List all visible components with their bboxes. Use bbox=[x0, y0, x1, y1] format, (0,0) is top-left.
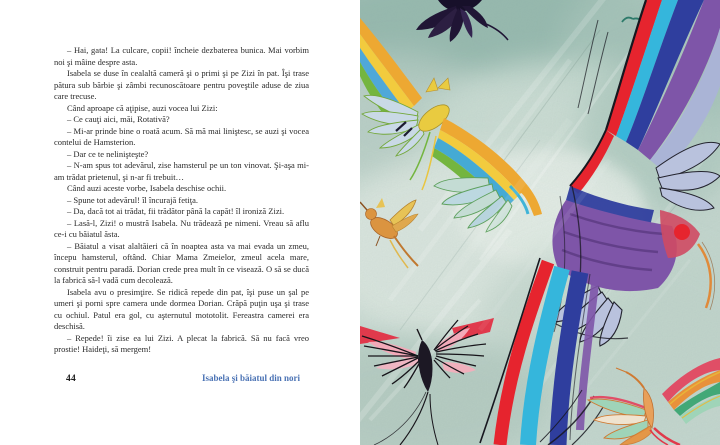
story-text bbox=[54, 45, 309, 356]
paragraph: – Lasă-l, Zizi! o mustră Isabela. Nu trădează pe nimeni. Vreau să aflu ce-i cu băiatul ăsta. bbox=[54, 217, 309, 239]
illustration-page bbox=[360, 0, 720, 445]
paragraph: Isabela se duse în cealaltă cameră şi o primi şi pe Zizi în pat. Îşi trase pătura sub bărbie şi zâmbi recunoscătoare pentru poveştile aduse de ziua care trecuse. bbox=[54, 68, 309, 101]
paragraph: – Ce cauţi aici, măi, Rotativă? bbox=[67, 114, 170, 124]
paragraph: – Da, dacă tot ai trădat, fii trădător până la capăt! îl ironiză Zizi. bbox=[67, 206, 285, 216]
paragraph: – Băiatul a visat alaltăieri că în noaptea asta va mai evada un zmeu, începu hamsterul, oftând. Chiar Mama Zmeielor, zmeul acela mare, construit pentru paradă. Dorian crede prea mult în ce visează. O să se ducă la fabrică să-l vadă cum decolează. bbox=[54, 240, 309, 285]
birds-illustration bbox=[360, 0, 720, 445]
paragraph: – Repede! îi zise ea lui Zizi. A plecat la fabrică. Să nu facă vreo prostie! Haideţi, să mergem! bbox=[54, 332, 309, 354]
book-title: Isabela şi băiatul din nori bbox=[201, 373, 300, 383]
page-footer bbox=[54, 373, 306, 384]
paragraph: – Mi-ar prinde bine o roată acum. Să mă mai liniştesc, se auzi şi vocea contelui de Hamsterion. bbox=[54, 125, 309, 147]
paragraph: – N-am spus tot adevărul, zise hamsterul pe un ton vinovat. Şi-aşa mi-am trădat prietenul, şi n-ar fi trebuit… bbox=[54, 160, 309, 182]
paragraph: – Hai, gata! La culcare, copii! încheie dezbaterea bunica. Mai vorbim noi şi mâine despre asta. bbox=[54, 45, 309, 67]
page-number: 44 bbox=[66, 374, 77, 384]
paragraph: Isabela avu o presimţire. Se ridică repede din pat, îşi puse un şal pe umeri şi porni spre camera unde dormea Dorian. Crăpă puţin uşa şi trase cu ochiul. Patul era gol, cu aşternutul mototolit. Fereastra camerei era deschisă. bbox=[54, 286, 309, 331]
paragraph: Când auzi aceste vorbe, Isabela deschise ochii. bbox=[67, 183, 227, 193]
paragraph: – Spune tot adevărul! îl încurajă fetiţa. bbox=[67, 194, 198, 205]
paragraph: – Dar ce te nelinişteşte? bbox=[67, 148, 149, 159]
paragraph: Când aproape că aţipise, auzi vocea lui Zizi: bbox=[67, 102, 218, 113]
